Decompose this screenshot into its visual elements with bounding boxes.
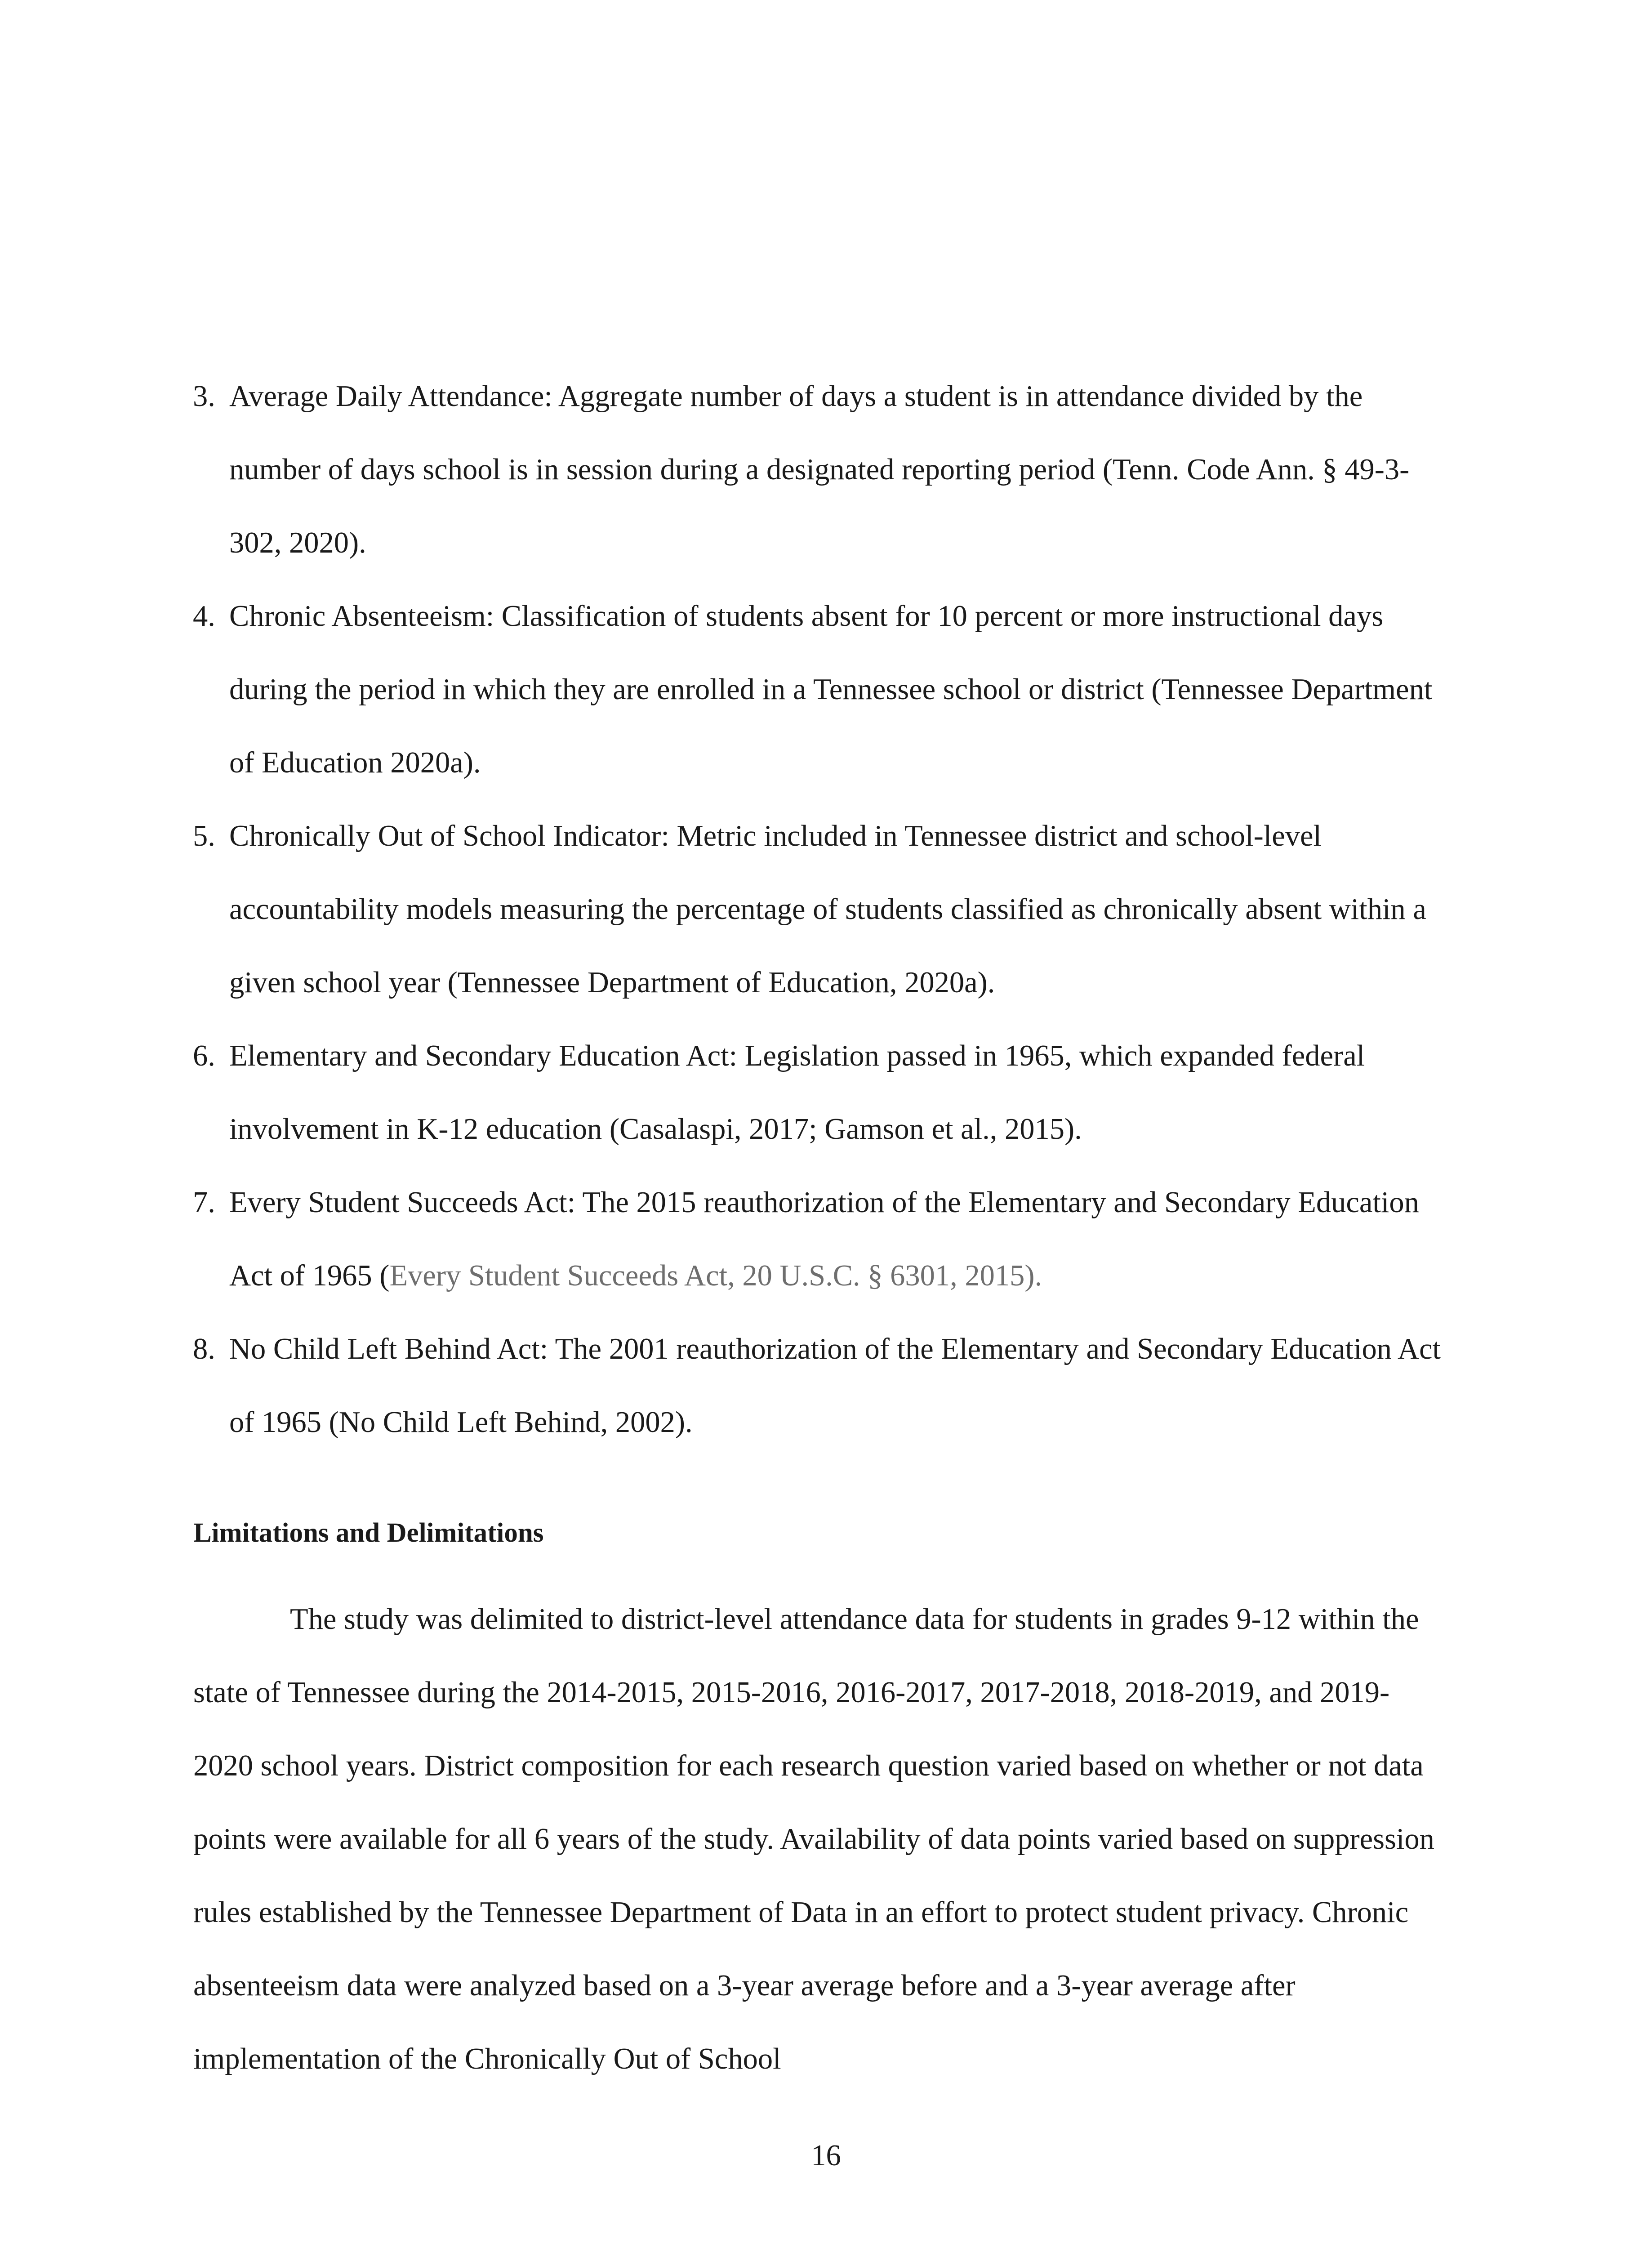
definition-text: Every Student Succeeds Act: The 2015 reauthorization of the Elementary and Secondary Education Act of 1965 ( bbox=[229, 1186, 1419, 1292]
definition-text: Average Daily Attendance: Aggregate number of days a student is in attendance divided by the number of days school is in session during a designated reporting period (Tenn. Code Ann. § 49-3-302, 2020). bbox=[229, 380, 1410, 559]
definition-number: 8. bbox=[193, 1333, 215, 1365]
definition-item bbox=[184, 799, 1452, 1019]
definition-number: 5. bbox=[193, 820, 215, 852]
definition-number: 6. bbox=[193, 1039, 215, 1072]
definition-item bbox=[184, 1019, 1452, 1166]
page-number: 16 bbox=[811, 2139, 841, 2172]
definition-number: 3. bbox=[193, 380, 215, 413]
definition-number: 4. bbox=[193, 600, 215, 633]
definition-item bbox=[184, 1166, 1452, 1312]
definition-text: Chronic Absenteeism: Classification of students absent for 10 percent or more instructional days during the period in which they are enrolled in a Tennessee school or district (Tennessee Department of Education 2020a). bbox=[229, 600, 1433, 779]
definition-text: No Child Left Behind Act: The 2001 reauthorization of the Elementary and Secondary Education Act of 1965 (No Child Left Behind, 2002). bbox=[229, 1333, 1441, 1439]
definition-item bbox=[184, 360, 1452, 580]
definition-item bbox=[184, 1312, 1452, 1459]
definition-number: 7. bbox=[193, 1186, 215, 1219]
definition-item bbox=[184, 580, 1452, 799]
body-paragraph: The study was delimited to district-level attendance data for students in grades 9-12 within the state of Tennessee during the 2014-2015, 2015-2016, 2016-2017, 2017-2018, 2018-2019, and 2019-2020 school years. District composition for each research question varied based on whether or not data points were available for all 6 years of the study. Availability of data points varied based on suppression rules established by the Tennessee Department of Data in an effort to protect student privacy. Chronic absenteeism data were analyzed based on a 3-year average before and a 3-year average after implementation of the Chronically Out of School bbox=[193, 1603, 1434, 2075]
section-heading: Limitations and Delimitations bbox=[193, 1518, 544, 1548]
definition-text: Chronically Out of School Indicator: Metric included in Tennessee district and school-level accountability models measuring the percentage of students classified as chronically absent within a given school year (Tennessee Department of Education, 2020a). bbox=[229, 820, 1426, 999]
definition-citation: Every Student Succeeds Act, 20 U.S.C. § 6301, 2015). bbox=[389, 1259, 1042, 1292]
definitions-list bbox=[184, 360, 1452, 1459]
definition-text: Elementary and Secondary Education Act: Legislation passed in 1965, which expanded federal involvement in K-12 education (Casalaspi, 2017; Gamson et al., 2015). bbox=[229, 1039, 1365, 1146]
